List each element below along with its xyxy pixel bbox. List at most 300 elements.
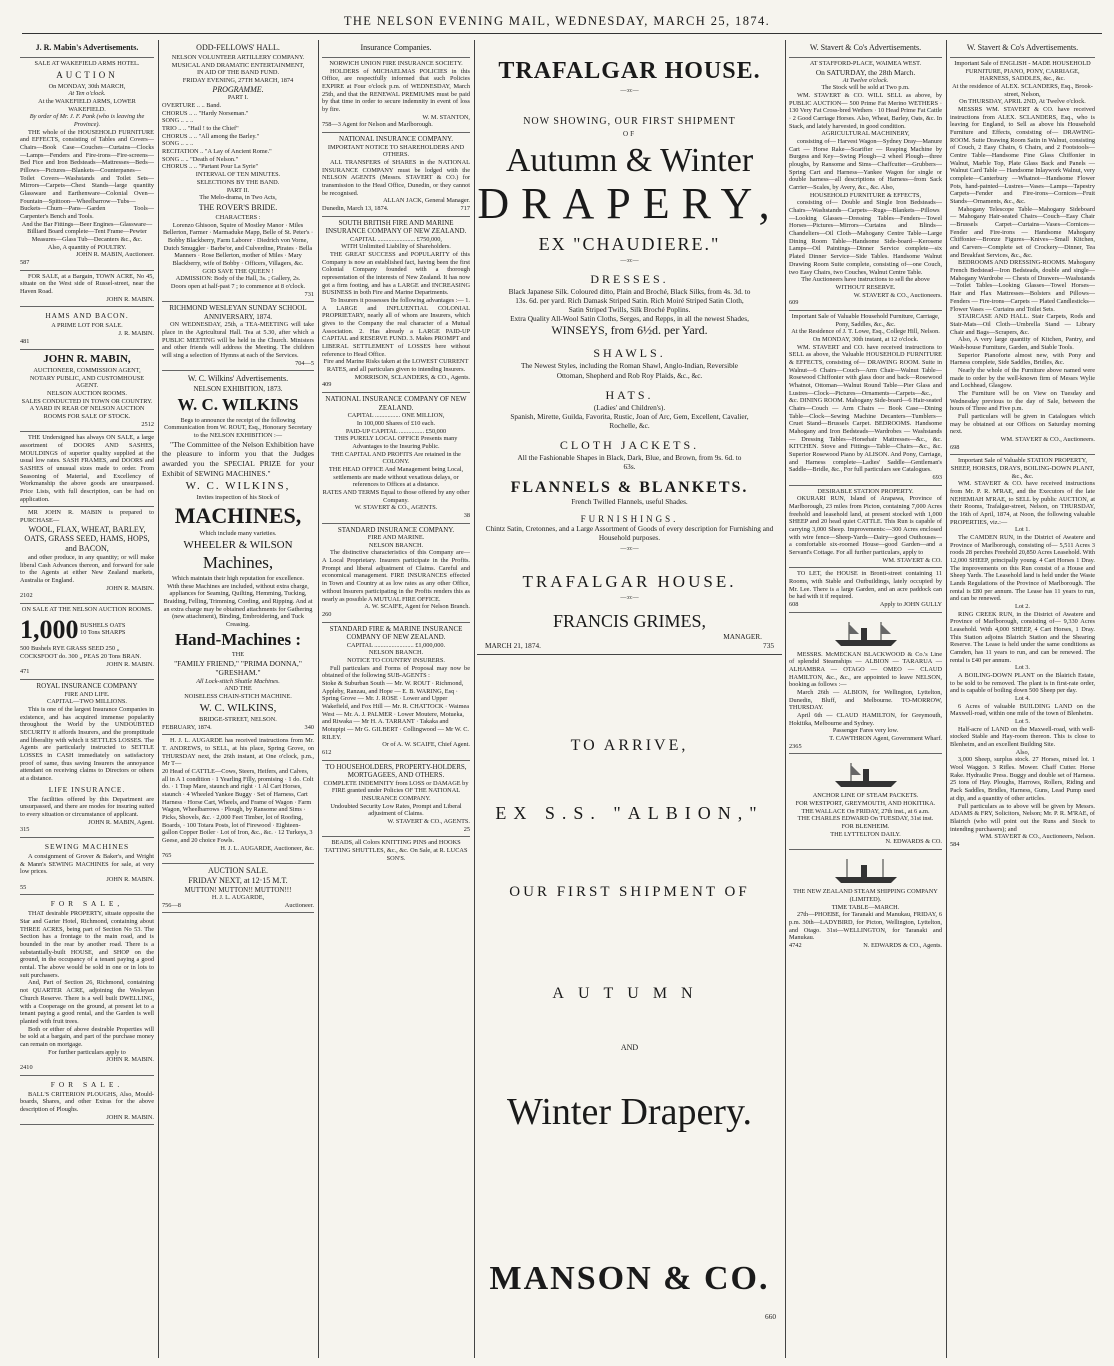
advert-national-insurance — [322, 393, 470, 523]
ad-signature: JOHN R. MABIN. — [106, 584, 154, 592]
ad-body: Fire and Marine Risks taken at the LOWEST CURRENT RATES, and all particulars given to intending Insurers. — [323, 358, 469, 374]
ad-text: At the residence of ALEX. SCLANDERS, Esq., Brook-street, Nelson, — [952, 83, 1093, 98]
ad-body: TO LET, the HOUSE in Bronti-street containing 11 Rooms, with Stable and Outbuildings, lately occupied by Mr. Lee. There is a large Garden, and an acre paddock can be had with it if required. — [789, 570, 942, 601]
ad-text: SALES CONDUCTED IN TOWN OR COUNTRY. — [21, 397, 153, 405]
advert-stafford-place — [789, 58, 942, 311]
advert-for-sale — [20, 895, 154, 1075]
ad-signature: JOHN R. MABIN, Agent. — [88, 818, 154, 826]
ad-body: Also, A very large quantity of Kitchen, Pantry, and Wash-house Furniture, Garden, and Stable Tools. — [950, 336, 1095, 351]
advert-to-let — [789, 568, 942, 612]
column-entertainment-wilkins — [162, 40, 314, 1358]
ad-body: BEDROOMS AND DRESSING-ROOMS. Mahogany French Bedstead—Iron Bedsteads, double and single—Mahogany Wardrobe — Chests of Drawers—Washstands—Toilet Tables—Looking Glasses—Towel Horses—Hair and Flax Mattresses—Bolsters and Pillows—Fenders — Fire-irons—Carpets — Plated Candlesticks—Flower Vases — Curtains and Toilet Sets. — [950, 259, 1095, 313]
section-heading: FLANNELS & BLANKETS. — [510, 479, 749, 497]
ad-number: 409 — [322, 381, 332, 389]
advert-beads — [322, 837, 470, 865]
ad-text: Also, — [1015, 748, 1030, 756]
ad-body: ALL TRANSFERS of SHARES in the NATIONAL INSURANCE COMPANY must be lodged with the NELSON AGENTS (Messrs. STAVERT & CO.) for transmission to the Head Office, Dunedin, or they cannot be recognised. — [322, 158, 470, 197]
ad-heading: MANSON & CO. — [489, 1259, 770, 1297]
advert-augarde — [162, 735, 314, 864]
ad-number: 704—5 — [295, 359, 314, 367]
ad-text: BUSHELS OATS 10 Tons SHARPS — [80, 621, 126, 637]
advert — [20, 40, 154, 58]
ad-text: All Lock-stitch Shuttle Machines. — [196, 677, 280, 685]
ad-text: NOISELESS CHAIN-STICH MACHINE. — [184, 692, 292, 700]
ad-heading: WHEELER & WILSON — [183, 538, 293, 551]
ad-body: The distinctive characteristics of this Company are— A Local Proprietary. Insurers participate in the Profits. Prompt and liberal adjustment of Claims. Careful and economical management. FIRE INSURANCES effected in Town and Country at as low rates as any other Office, without Insurers participating in the Profits renders this as nearly as possible A MUTUAL FIRE OFFICE. — [322, 549, 470, 603]
ad-signature: JOHN R. MABIN. — [106, 660, 154, 668]
ad-text: MUTTON! MUTTON!! MUTTON!!! — [184, 885, 292, 894]
ad-text: FRIDAY EVENING, 27TH MARCH, 1874 — [182, 77, 294, 85]
ad-signature: WM. STAVERT & CO. — [882, 556, 942, 564]
ad-signature: N. EDWARDS & CO., Agents. — [863, 941, 942, 949]
ad-text: CAPITAL—TWO MILLIONS. — [47, 698, 127, 706]
ad-body: Begs to announce the receipt of the following Communication from W. ROUT, Esq., Honorary Secretary to the NELSON EXHIBITION :— — [164, 416, 312, 439]
ad-text: H. J. L. AUGARDE, — [211, 894, 265, 902]
ad-text: THE CAPITAL AND PROFITS Are retained in the COLONY. — [331, 450, 461, 466]
advert-wakefield-sale — [20, 58, 154, 271]
ad-heading: WOOL, FLAX, WHEAT, BARLEY, OATS, GRASS SEED, HAMS, HOPS, and BACON, — [24, 524, 150, 554]
ad-body: Full particulars and Forms of Proposal may now be obtained of the following SUB-AGENTS : — [322, 664, 470, 680]
ad-body: FOR SALE, at a Bargain, TOWN ACRE, No 45, situate on the West side of Russel-street, near the Haven Road. — [20, 272, 154, 296]
ad-body: For further particulars apply to — [48, 1048, 126, 1056]
ad-text: AND THE — [224, 685, 252, 693]
ad-body: WM. STAVERT & CO. WILL SELL as above, by PUBLIC AUCTION— 500 Prime Fat Merino WETHERS · 130 Very Fat Cross-bred Wethers · 10 Head Prime Fat Cattle · 2 Good Carriage Horses. Also, Wheat, Barley, Oats, &c. In Stack, and lately harvested, in good condition. — [789, 92, 942, 130]
ad-heading: STANDARD INSURANCE COMPANY. — [337, 525, 455, 534]
advert-doors — [20, 432, 154, 507]
ad-text: On SATURDAY, the 28th March. — [815, 67, 916, 77]
ad-signature: J. R. MABIN. — [118, 330, 154, 338]
ad-body: and other produce, in any quantity; or will make liberal Cash Advances thereon, and forward for sale to the Agents at either New Zealand markets, Australia or England. — [20, 553, 154, 584]
ad-text: CHARACTERS : — [215, 213, 261, 221]
section-body: The Newest Styles, including the Roman Shawl, Anglo-Indian, Reversible Ottoman, Shepherd and Rob Roy Plaids, &c., &c. — [520, 361, 739, 380]
ad-heading: THE NEW ZEALAND STEAM SHIPPING COMPANY (LIMITED). — [793, 888, 938, 903]
ad-heading: TO HOUSEHOLDERS, PROPERTY-HOLDERS, MORTGAGEES, AND OTHERS. — [325, 762, 467, 780]
section-body: Spanish, Mirette, Guilda, Favorita, Rustic, Joan of Arc, Gem, Excellent, Cavalier, Rochelle, &c. — [510, 411, 749, 430]
ad-body: And, Part of Section 26, Richmond, containing not QUARTER ACRE, adjoining the Wesleyan Church Reserve. There is a well built DWELLING, with a Cooperage on the ground, at present let to a tenant paying a good rental, and the Garden is well planted with fruit trees. — [20, 979, 154, 1025]
ad-heading: TRAFALGAR HOUSE. — [522, 571, 737, 591]
ad-text: FIRE AND LIFE. — [64, 690, 110, 698]
ad-number: 481 — [20, 337, 30, 345]
ad-heading: SALE AT WAKEFIELD ARMS HOTEL. — [34, 60, 140, 67]
ad-number: 584 — [950, 840, 960, 848]
advert — [322, 40, 470, 58]
section-body: French Twilled Flannels, useful Shades. — [571, 497, 688, 507]
ad-heading: MACHINES, — [174, 503, 302, 529]
ad-body: A consignment of Grover & Baker's, and Wright & Mann's SEWING MACHINES for sale, at very low prices. — [20, 853, 154, 876]
ad-number: 612 — [322, 748, 332, 756]
ad-body: MESSRS. McMECKAN BLACKWOOD & Co.'s Line of splendid Steamships — ALBION — TARARUA — ALHAMBRA — OTAGO — OMEO — CLAUD HAMILTON, &c., &c., are appointed to leave NELSON, booking as follows :— — [789, 650, 942, 689]
ad-body: April 6th — CLAUD HAMILTON, for Greymouth, Hokitika, Melbourne and Sydney. — [789, 712, 942, 727]
ad-number: 2410 — [20, 1063, 33, 1071]
ad-text: NELSON BRANCH. — [368, 541, 424, 549]
ad-body: 500 Bushels RYE GRASS SEED 250 „ COCKSFOOT do. 300 „ PEAS 20 Tons BRAN. — [20, 645, 142, 661]
column-header: Insurance Companies. — [360, 43, 432, 52]
ad-body: Mahogany Telescope Table—Mahogany Sideboard — Mahogany Hair-seated Chairs—Couch—Easy Chair—Brussels Carpet—Curtains—Vases—Cornices—Fender and Fire-irons — Handsome Mahogany Chiffonier—Bronze Figures—Knives—Small Kitchen, and Carvers—Complete set of Crockery—Dinner, Tea and Breakfast Services, &c., &c. — [950, 205, 1095, 259]
divider: —:o:— — [620, 258, 639, 264]
ad-body: A BOILING-DOWN PLANT on the Blairich Estate, to be sold to be removed. The plant is in first-rate order, and is capable of boiling down 500 Sheep per day. — [950, 672, 1095, 695]
ad-body: WM. STAVERT and CO. have received instructions to SELL as above, the Valuable HOUSEHOLD FURNITURE & EFFECTS, consisting of— DRAWING ROOM. Suite in Walnut—6 Chairs—Couch—Arm Chair—Walnut Table—Rosewood Chiffonier with glass door and back—Rosewood Whatnot, Ottoman—Walnut Round Table—Pier Glass and Lustres—Clock—Pictures—Ornaments—Carpets—&c., &c. DINING ROOM. Mahogany Side-board—6 Hair-seated Chairs—Couch — Arm Chairs — Book Case—Dining Table—Clock—Sewing Machine Decanters—Tumblers—Cruet Stand—Brussels Carpet. BEDROOMS. Handsome Mahogany and Iron Bedsteads—Wardrobes — Washstands — Dressing Tables—Horsehair Mattresses—&c., &c. KITCHEN. Stove and Fittings—Table—Chairs—&c., &c. Superior Rosewood Piano by ALISON. And Pony, Carriage, and Harness complete—Ladies' Saddle—Gentleman's Saddle—Bridle, &c., For full particulars see Catalogues. — [789, 343, 942, 474]
ad-body: MR JOHN R. MABIN is prepared to PURCHASE— — [20, 509, 154, 524]
advert-mrae-station — [950, 455, 1095, 851]
ad-heading: NORWICH UNION FIRE INSURANCE SOCIETY. — [329, 60, 463, 67]
ad-body: OKURARI RUN, Island of Arapawa, Province of Marlborough, 23 miles from Picton, containing 7,000 Acres freehold and leasehold land, at present stocked with 1,000 SHEEP and 20 head quiet CATTLE. This Run is capable of carrying 3,000 Sheep. Improvements:—300 Acres enclosed with wire fence—Sheep-Yards—Dairy—good Outhouses—a comfortable six-roomed House—good Garden—and a Servant's Cottage. For all further particulars, apply to — [789, 495, 942, 557]
ad-heading: Important Sale of Valuable Household Furniture, Carriage, Pony, Saddles, &c., &c. — [791, 312, 940, 328]
ad-signature: W. M. STANTON, — [422, 113, 470, 121]
ad-heading: AUCTION SALE. — [208, 866, 268, 876]
ad-text: MUSICAL AND DRAMATIC ENTERTAINMENT, — [171, 61, 305, 69]
section-body: All the Fashionable Shapes in Black, Dark, Blue, and Brown, from 9s. 6d. to 63s. — [517, 452, 742, 472]
steamship-icon — [831, 618, 901, 648]
programme-item: TRIO .. .. "Hail ! to the Chief" — [162, 125, 239, 133]
ad-body: The facilities offered by this Department are unsurpassed, and there are modes for insuring suited to every situation or circumstance of applicant. — [20, 795, 154, 818]
ad-body: consisting of— Double and Single Iron Bedsteads—Chairs—Washstands—Carpets—Rugs—Blankets—Pillows—Looking Glasses—Dressing Tables—Fenders—Towel Horses—Pictures—Mirrors—Curtains and Blinds—Chandeliers—Oil Cloth—Mahogany Centre Table—Large Dining Room Table—Handsome Side-board—Kerosene Lamps—Oil Paintings—Dinner Service complete—six Plated Dinner Service—Side Tables. Handsome Walnut Drawing Room Suite complete, consisting of—one Couch, two Easy Chairs, two Couches, Walnut Centre Table. — [789, 199, 942, 276]
ad-number: 55 — [20, 883, 27, 891]
ad-body: BALL'S CRITERION PLOUGHS, Also, Mould-boards, Shares, and other Extras for the above description of Ploughs. — [20, 1090, 154, 1113]
ad-number: 2365 — [789, 742, 802, 750]
ad-text: IN AID OF THE BAND FUND. — [196, 69, 280, 77]
advert — [789, 40, 942, 58]
ad-text: SELECTIONS BY THE BAND. — [196, 178, 280, 186]
advert-south-british — [322, 217, 470, 394]
advert-lowe-sale — [789, 311, 942, 486]
ad-signature: Or of A. W. SCAIFE, Chief Agent. — [382, 741, 470, 749]
ad-signature: N. EDWARDS & CO. — [885, 838, 942, 846]
ad-heading: FOR SALE. — [50, 1079, 124, 1089]
advert-station-property — [789, 486, 942, 569]
ad-text: FIRE AND MARINE. — [367, 534, 425, 542]
ad-heading: AUCTION — [56, 69, 118, 80]
ad-text: AUCTIONEER, COMMISSION AGENT, NOTARY PUBLIC, AND CUSTOMHOUSE AGENT. — [29, 366, 145, 390]
ad-body: The Furniture will be on View on Tuesday and Wednesday previous to the day of Sale, between the hours of Three and Five p.m. — [950, 389, 1095, 413]
ad-heading: Hand-Machines : — [174, 629, 302, 649]
ad-number: 260 — [322, 610, 332, 618]
ad-signature: WM. STAVERT & CO., Auctioneers. — [1000, 435, 1095, 443]
column-stavert-1 — [789, 40, 942, 1358]
trafalgar-house-advert — [477, 40, 782, 1358]
masthead-rule — [22, 33, 1102, 34]
ad-number: 756—8 — [162, 901, 181, 909]
ad-body: STAIRCASE AND HALL. Stair Carpets, Rods and Stair-Mats—Oil Cloth—Umbrella Stand — Library Chair and Bags—Scrapers, &c. — [950, 313, 1095, 336]
advert-norwich — [322, 58, 470, 133]
advert-oddfellows — [162, 40, 314, 302]
column-header: W. C. Wilkins' Advertisements. — [187, 374, 289, 384]
ad-heading: DESIRABLE STATION PROPERTY. — [817, 487, 914, 495]
section-heading: SHAWLS. — [593, 346, 666, 361]
ad-body: Full particulars as to above will be given by Messrs. ADAMS & FRY, Solicitors, Nelson; Mr. P. R. M'RAE, of Blairich (who will point out the Runs and Stock to intending purchasers); and — [950, 802, 1095, 833]
ad-text: At Twelve o'clock. — [842, 76, 889, 84]
ad-number: 609 — [789, 299, 799, 307]
section-heading: FURNISHINGS. — [580, 514, 679, 525]
ad-body: With these Machines are included, without extra charge, appliances for Seaming, Quilting, Hemming, Tucking, Braiding, Felling, Trimming, Cording, and Ripping. And at an extra charge may be obtained attachments for Gathering (new attachment), Binding, Embroidering, and Tuck Creasing. — [163, 582, 313, 629]
advert-standard — [322, 524, 470, 623]
ad-text: Invites inspection of his Stock of — [196, 494, 280, 502]
ad-text: FRIDAY NEXT, at 12·15 M.T. — [188, 875, 288, 885]
ad-heading: LIFE INSURANCE. — [48, 784, 126, 794]
ad-text: Doors open at half-past 7 ; to commence at 8 o'clock. — [170, 282, 306, 290]
advert-sclanders-sale — [950, 58, 1095, 455]
ad-heading: TO ARRIVE, — [570, 736, 689, 754]
ad-body: HOLDERS of MICHAELMAS POLICIES in this Office, are respectfully informed that such Policies EXPIRE at Four o'clock p.m. of WEDNESDAY, March 25th, and that the RENEWAL PREMIUMS must be paid by that time in order to secure indemnity in event of loss by fire. — [322, 67, 470, 114]
programme-item: RECITATION .. "A Lay of Ancient Rome." — [162, 148, 272, 156]
ad-text: THE LYTTELTON DAILY. — [830, 830, 901, 838]
programme-item: CHORUS .. .. "Hardy Norseman." — [162, 109, 249, 117]
ad-signature: JOHN R. MABIN. — [106, 876, 154, 884]
advert-town-acre — [20, 271, 154, 308]
ad-heading: TRAFALGAR HOUSE. — [498, 58, 761, 84]
advert-standard-fire-marine — [322, 623, 470, 761]
programme-item: CHORUS .. .. "Partant Pour La Syrie" — [162, 163, 259, 171]
ad-heading: SEWING MACHINES — [44, 842, 130, 852]
programme-item: SONG .. .. .. — [162, 117, 194, 125]
divider: —:o:— — [620, 545, 639, 552]
ad-text: CAPITAL ......................... £1,000,000. — [346, 641, 446, 649]
section-body: Chintz Satin, Cretonnes, and a Large Assortment of Goods of every description for Furnishing and Household purposes. — [485, 524, 774, 543]
ad-text: The Stock will be sold at Two p.m. — [821, 84, 910, 92]
ad-signature: W. STAVERT & CO., AGENTS. — [354, 504, 438, 512]
ad-body: The CAMDEN RUN, in the District of Awatere and Province of Marlborough, consisting of— 5,511 Acres 3 roods 28 perches Freehold 20,850 Acres Leasehold. With 12,000 SHEEP, principally young. 4 Cart Horses 1 Dray. The improvements on this Run consist of a House and Sheep Yards. The Leasehold land is held under the Waste Lands Regulations of the Province of Marlborough. The rental is £80 per annum. The Lease has 11 years to run, and can be renewed. — [950, 533, 1095, 603]
ad-signature: ALLAN JACK, General Manager. — [383, 197, 470, 205]
column-header: J. R. Mabin's Advertisements. — [35, 43, 139, 52]
ad-number: 38 — [463, 511, 470, 519]
ad-heading: AGRICULTURAL MACHINERY, — [821, 130, 910, 138]
ad-date: FEBRUARY, 1874. — [162, 723, 212, 731]
ad-number: 4742 — [789, 941, 802, 949]
ad-number: 2102 — [20, 592, 33, 600]
ad-text: OF — [623, 130, 636, 138]
ad-body: 20 Head of CATTLE—Cows, Steers, Heifers, and Calves, all in A 1 condition · 1 Yearling Filly, promising · 1 do. Colt do. · 1 Trap Mare, staunch and right · 1 Al Cart Horses, staunch · 4 Wheeled Yankee Buggy · Set of Harness, Cart Harness · Horse Cart, Wheels, and Frame of Wagon · Farm Wagon, Wheelbarrows · Plough, by Ransome and Sims · Picks, Shovels, &c. · 2,000 Feet Timber, lot of Roofing, Boards, · 100 Totara Posts, lot of Firewood · Eighteen-gallon Copper Boiler · Lot of Iron, &c., &c. · 12 Turkeys, 3 Geese, and 20 choice Fowls. — [162, 768, 314, 845]
advert-mabin-card — [20, 350, 154, 433]
ad-big-number: 1,000 — [20, 614, 79, 644]
ad-body: March 26th — ALBION, for Wellington, Lyttelton, Dunedin, Bluff, and Melbourne. TO-MORROW, THURSDAY. — [789, 689, 942, 712]
ad-body: A PRIME LOT FOR SALE. — [51, 322, 123, 330]
ad-text: FOR BLENHEIM. — [841, 823, 890, 831]
advert-royal-insurance — [20, 680, 154, 838]
column-header: W. Stavert & Co's Advertisements. — [809, 43, 922, 52]
column-stavert-2 — [950, 40, 1095, 1358]
ad-body: WM. STAVERT & CO. have received instructions from Mr. P. R. M'RAE, and the Executors of the late NEHEMIAH M'RAE, to SELL by public AUCTION, at their Rooms, Trafalgar-street, Nelson, on THURSDAY, the 16th of April, 1874, at Noon, the following valuable PROPERTIES, viz.:— — [950, 480, 1095, 526]
section-body: Extra Quality All-Wool Satin Cloths, Serges, and Repps, in all the newest Shades, — [510, 314, 749, 324]
ad-number: 608 — [789, 601, 799, 609]
ad-text: THE — [231, 651, 245, 659]
ad-heading: THE ROVER'S BRIDE. — [198, 202, 278, 212]
ad-text: THIS PURELY LOCAL OFFICE Presents many Advantages to the Insuring Public. — [334, 435, 458, 450]
ad-text: PAID-UP CAPITAL ................ £50,000 — [345, 427, 447, 435]
ad-heading: ANCHOR LINE OF STEAM PACKETS. — [812, 792, 919, 800]
ad-text: THE HEAD OFFICE And Management being Local, settlements are made without vexatious delays, or references to Offices at a distance. — [328, 465, 464, 489]
ad-number: 735 — [763, 640, 774, 650]
advert-householders — [322, 761, 470, 838]
ad-heading: Important Sale of ENGLISH - MADE HOUSEHOLD FURNITURE, PIANO, PONY, CARRIAGE, HARNESS, SADDLES, &c., &c. — [954, 60, 1091, 83]
ad-number: 315 — [20, 826, 30, 834]
ad-body: H. J. L. AUGARDE has received instructions from Mr. T. ANDREWS, to SELL, at his place, Spring Grove, on THURSDAY next, the 26th instant, at One o'clock, p.m., Mr T— — [162, 737, 314, 768]
ad-heading: W. C. WILKINS — [177, 394, 299, 414]
ad-text: Passenger Fares very low. — [832, 727, 899, 735]
programme-item: SONG .. .. .. — [162, 140, 194, 148]
ad-date: MARCH 21, 1874. — [485, 640, 541, 650]
ad-body: Lorenzo Ghisoon, Squire of Mostley Manor · Miles Bellerton, Farmer · Marmaduke Mapp, Belle of St. Peter's · Bobby Blackberry, Farm Laborer · Diedrich von Vorne, Dutch Smuggler · Barbe'or, and Culverdine, Pirates · Bella Manners · Rose Bellerton, mother of Miles · Mary Blackberry, wife of Bobby · Officers, Villagers, &c. — [162, 221, 314, 267]
ad-heading: JOHN R. MABIN, — [43, 352, 131, 365]
programme-item: OVERTURE .. .. Band. — [162, 102, 222, 110]
ad-number: 2512 — [141, 420, 154, 428]
ad-body: Full particulars will be given in Catalogues which may be obtained at our Offices on Saturday morning next. — [950, 412, 1095, 436]
steamship-icon — [831, 855, 901, 885]
ad-body: Undoubted Security Low Rates, Prompt and Liberal adjustment of Claims. — [330, 802, 462, 818]
ad-number: 25 — [463, 825, 470, 833]
ad-heading: Important Sale of Valuable STATION PROPERTY, SHEEP, HORSES, DRAYS, BOILING-DOWN PLANT, &c., &c. — [950, 457, 1095, 480]
ad-date: Dunedin, March 13, 1874. — [322, 204, 389, 212]
ad-heading: AUTUMN — [552, 984, 707, 1002]
ad-heading: FOR SALE, — [50, 899, 124, 909]
section-heading: DRESSES. — [590, 272, 669, 286]
ad-heading: STANDARD FIRE & MARINE INSURANCE COMPANY OF NEW ZEALAND. — [329, 624, 463, 642]
ad-heading: HAMS AND BACON. — [45, 311, 129, 321]
ad-heading: OUR FIRST SHIPMENT OF — [509, 883, 750, 900]
section-body: Black Japanese Silk. Coloured ditto, Plain and Broché, Black Silks, from 4s. 3d. to 13s. 6d. per yard. Rich Damask Striped Satin. Rich Moiré Striped Satin Cloth, Satin Striped Twills, Silk Broché Poplins. — [508, 287, 751, 315]
ad-body: COMPLETE INDEMNITY from LOSS or DAMAGE by FIRE granted under Policies OF THE NATIONAL INSURANCE COMPANY. — [323, 779, 469, 803]
ad-text: PART I. — [227, 94, 249, 102]
ad-text: At Ten o'clock. — [68, 90, 106, 98]
ad-body: THE whole of the HOUSEHOLD FURNITURE and EFFECTS, consisting of Tables and Covers—Chairs—Book Case—Couches—Curtains—Clocks—Lamps—Fenders and Fire-irons—Fire-screens—Bed Fice and Iron Bedsteads—Mattresses—Beds—Pillows—Pictures—Blankets—Counterpanes—Toilet Covers—Washstands and Toilet Sets—Mirrors—Carpets—Chest Stands—large quantity Glassware and Earthenware—Colonial Oven—Fountain—Spittoon—Wheelbarrow—Tubs—Buckets—Churn—Pans—Garden Tools—Carpenter's Bench and Tools. — [20, 128, 154, 221]
ad-text: The Auctioneers have instructions to sell the above WITHOUT RESERVE. — [801, 276, 930, 291]
ad-text: IMPORTANT NOTICE TO SHAREHOLDERS AND OTHERS. — [327, 143, 465, 159]
ad-text: At the WAKEFIELD ARMS, LOWER WAKEFIELD. — [38, 97, 136, 113]
ad-text: CAPITAL ........................ £750,000, — [350, 235, 442, 243]
ad-signature: W. STAVERT & CO., AGENTS. — [387, 818, 470, 826]
ad-text: ADMISSION: Body of the Hall, 3s. ; Gallery, 2s. — [175, 275, 301, 283]
ad-heading: AT STAFFORD-PLACE, WAIMEA WEST. — [809, 60, 922, 67]
ad-heading: EX "CHAUDIERE." — [538, 234, 721, 254]
advert-oats — [20, 604, 154, 680]
ad-signature: Auctioneer. — [284, 901, 314, 909]
ad-signature: JOHN R. MABIN. — [106, 1113, 154, 1121]
ad-text: NELSON BRANCH. — [368, 649, 424, 657]
ad-text: MANAGER. — [723, 631, 762, 641]
ad-text: RATES AND TERMS Equal to those offered by any other Company. — [322, 488, 470, 504]
ad-signature: MORRISON, SCLANDERS, & CO., Agents. — [354, 373, 470, 381]
ad-text: FOR WESTPORT, GREYMOUTH, AND HOKITIKA. — [795, 800, 936, 808]
ad-text: AND — [620, 1042, 639, 1052]
divider: —:o:— — [620, 594, 639, 601]
ad-text: Lot 1. — [1014, 526, 1031, 534]
ad-signature: WM. STAVERT & CO., Auctioneers, Nelson. — [979, 833, 1095, 841]
advert-nz-shipping — [789, 850, 942, 952]
ad-text: NELSON VOLUNTEER ARTILLERY COMPANY. — [171, 54, 305, 61]
ad-text: Which include many varieties. — [199, 530, 277, 538]
advert-hams — [20, 307, 154, 349]
column-divider — [158, 40, 159, 1358]
ad-heading: ODD-FELLOWS' HALL. — [196, 43, 280, 52]
ad-body: Stoke & Suburban South — Mr. W. ROUT · Richmond, Appleby, Ranzau, and Hope — E. B. WARING, Esq · Spring Grove — Mr. J. ROSE · Lower and Upper Wakefield, and Fox Hill — Mr. R. CHATTOCK · Waimea West — Mr. A. J. PALMER · Lower Moutere, Motueka, and Riwaka — Mr H. A. TARRANT · Takaka and Motupipi — Mr G. GILBERT · Collingwood — Mr W. C. RILEY. — [322, 679, 470, 741]
masthead: THE NELSON EVENING MAIL, WEDNESDAY, MARCH 25, 1874. — [343, 14, 771, 28]
ad-signature: Apply to JOHN GULLY — [879, 601, 942, 609]
ad-text: In 100,000 Shares of £10 each. — [356, 419, 436, 427]
ad-signature: A. W. SCAIFE, Agent for Nelson Branch. — [364, 603, 470, 611]
ad-heading: W. C. WILKINS, — [185, 480, 291, 492]
column-divider — [785, 40, 786, 1358]
ad-heading: DRAPERY, — [477, 179, 782, 228]
column-divider — [474, 40, 475, 1358]
programme-list — [162, 102, 314, 171]
ad-body: THE GREAT SUCCESS and POPULARITY of this Company is now an established fact, having been the first Colonial Company founded with a thorough representation of the interests of New Zealand. It has now got a firm footing, and has a LARGE and INCREASING BUSINESS in both Fire and Marine Departments. — [322, 251, 470, 297]
ad-signature: JOHN R. MABIN. — [106, 1056, 154, 1064]
ad-text: On MONDAY, 30th MARCH, — [48, 82, 126, 90]
advert-sewing — [20, 838, 154, 895]
ad-text: Lot 5. — [1014, 718, 1031, 726]
column-insurance — [322, 40, 470, 1358]
ad-body: Superior Pianoforte almost new, with Pony and Harness complete, Side Saddles, Bridles, &c. — [950, 351, 1095, 367]
ad-text: THE WALLACE On FRIDAY, 27th inst., at 6 a.m. — [801, 807, 930, 815]
ad-body: Half-acre of LAND on the Maxwell-road, with well-stocked Stable and Hay-room thereon. This is close to Blenheim, and an excellent Building Site. — [950, 725, 1095, 749]
ad-text: BRIDGE-STREET, NELSON. — [199, 716, 277, 724]
advert-wilkins — [162, 371, 314, 735]
ad-body: THE Undersigned has always ON SALE, a large assortment of DOORS AND SASHES, MOULDINGS of superior quality supplied at the usual low rates. SASH FRAMES, and DOORS and SASHES of unusual sizes made to order. From Seasoning of Material, and Excellency of Workmanship the above goods are unsurpassed. Price Lists, with full description, can be had on application. — [20, 434, 154, 503]
ad-text: A YARD IN REAR OF NELSON AUCTION ROOMS FOR SALE OF STOCK. — [29, 405, 145, 420]
divider: —:o:— — [620, 88, 639, 94]
ad-number: 340 — [304, 723, 314, 731]
advert-mutton — [162, 864, 314, 913]
ad-number: 587 — [20, 259, 30, 267]
ad-body: BEADS, all Colors KNITTING PINS and HOOKS TATTING SHUTTLES, &c., &c. On Sale, at R. LUCAS SON'S. — [324, 839, 468, 862]
section-body: (Ladies' and Children's). — [593, 402, 666, 412]
advert-ploughs — [20, 1076, 154, 1126]
ad-body: consisting of— Harvest Wagon—Sydney Dray—Manure Cart — Horse Rake—Scarifier — Reaping Machine by Burgess and Key—Swing Plough—2 wheel Plough—three ploughs, by Ransome and Sims—Chaffcutter—Grubbers—Spring Cart and Harness—Yankee Wagon for single or double harness—all descriptions of Harness—from Sack Carrier—Scales, by Avery, &c., &c. Also, — [789, 138, 942, 192]
ad-body: Both or either of above desirable Properties will be sold at a bargain, and part of the purchase money can remain on mortgage. — [20, 1025, 154, 1048]
ad-heading: Autumn & Winter — [505, 142, 754, 179]
column-divider — [318, 40, 319, 1358]
advert-mcmeckan — [789, 613, 942, 755]
ad-body: And the Bar Fittings—Beer Engines—Glassware—Billiard Board complete—Tent Frame—Pewter Measures—Glass Tub—Decanters &c., &c. — [21, 220, 153, 244]
ad-heading: Machines, — [202, 553, 274, 573]
ad-text: Lot 2. — [1014, 603, 1031, 611]
advert-national-transfers — [322, 133, 470, 217]
ad-signature: W. STAVERT & CO., Auctioneers. — [853, 291, 942, 299]
advert — [950, 40, 1095, 58]
ad-text: "FAMILY FRIEND," "PRIMA DONNA," "GRESHAM." — [174, 659, 302, 678]
ad-text: Lot 3. — [1014, 664, 1031, 672]
ad-heading: ROYAL INSURANCE COMPANY — [36, 682, 138, 691]
ad-text: TIME TABLE—MARCH. — [831, 903, 900, 911]
ad-text: On THURSDAY, APRIL 2ND, At Twelve o'clock. — [959, 98, 1086, 106]
ad-signature: 758—3 Agent for Nelson and Marlborough. — [322, 121, 433, 129]
ad-number: 731 — [304, 290, 314, 298]
ad-text: The Melo-drama, in Two Acts, — [199, 194, 277, 202]
ad-body: Also, A quantity of POULTRY. — [47, 243, 127, 251]
ad-number: 765 — [162, 852, 172, 860]
ad-body: THAT desirable PROPERTY, situate opposite the Star and Garter Hotel, Richmond, containing about THREE ACRES, being part of Section No 53. The Section has a frontage to the main road, and is bounded in the rear by another road. There is a substantially-built HOUSE, and SHOP on the ground, in the occupancy of a tenant paying a good rental. The above would be sold in one or in lots to suit purchasers. — [20, 910, 154, 979]
ad-heading: FRANCIS GRIMES, — [552, 610, 707, 631]
advert-purchase — [20, 507, 154, 604]
ad-heading: ON SALE AT THE NELSON AUCTION ROOMS. — [21, 605, 153, 613]
ad-text: Which maintain their high reputation for excellence. — [171, 575, 304, 583]
ad-heading: W. C. WILKINS, — [199, 701, 277, 714]
ad-text: NOW SHOWING, OUR FIRST SHIPMENT — [523, 116, 736, 127]
ad-text: PART II. — [226, 186, 250, 194]
ad-text: Lot 4. — [1014, 695, 1031, 703]
ad-body: This is one of the largest Insurance Companies in existence, and has acquired immense popularity throughout the World by the UNDOUBTED SECURITY it affords Insurers, and the promptitude and liberality with which it SETTLES LOSSES. The Agents are particularly instructed to SETTLE LOSSES in CASH immediately on satisfactory proof of same, thus saving Insurers the annoyance attendant on receiving claims to Directors or others at a distance. — [20, 705, 154, 782]
column-mabin — [20, 40, 154, 1358]
ad-text: NELSON EXHIBITION, 1873. — [193, 385, 283, 394]
ad-number: 660 — [765, 1311, 776, 1321]
advert-richmond — [162, 302, 314, 371]
ad-text: CAPITAL ................ ONE MILLION, — [347, 412, 445, 420]
section-heading: CLOTH JACKETS. — [559, 437, 700, 452]
column-divider — [946, 40, 947, 1358]
ad-body: RING CREEK RUN, in the District of Awatere and Province of Marlborough, consisting of— 9,330 Acres Leasehold. With 4,000 SHEEP, 4 Cart Horses, 1 Dray. This Station adjoins Blairich Station and the Shearing Reserve. The Lease is held under the same conditions as Camden, has 11 years to run, and can be renewed. The rental is £40 per annum. — [950, 610, 1095, 664]
ad-text: NOTICE TO COUNTRY INSURERS. — [347, 656, 445, 664]
ad-signature: H. J. L. AUGARDE, Auctioneer, &c. — [220, 844, 314, 852]
ad-heading: HOUSEHOLD FURNITURE & EFFECTS, — [809, 191, 922, 199]
ad-body: To Insurers it possesses the following advantages :— 1. A LARGE and INFLUENTIAL COLONIAL PROPRIETARY, nearly all of whom are Insurers, which gives to the Company the real character of a Mutual Association. 2. Has already a LARGE PAID-UP CAPITAL and RESERVE FUND. 3. Makes PROMPT and LIBERAL SETTLEMENT of LOSSES here without reference to Head Office. — [322, 297, 470, 358]
